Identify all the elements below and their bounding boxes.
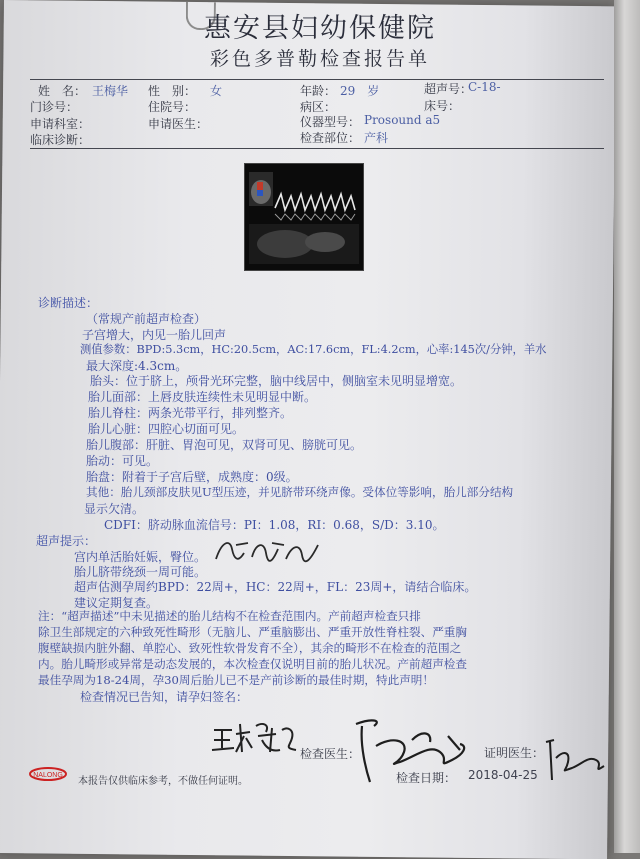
description-line: 胎儿脊柱：两条光带平行，排列整齐。 (88, 406, 293, 420)
notice-line: 最佳孕周为18-24周，孕30周后胎儿已不是产前诊断的最佳时期，特此声明！ (38, 673, 434, 687)
exam-part-label: 检查部位： (300, 131, 361, 145)
notice-line: 内。胎儿畸形或异常是动态发展的，本次检查仅说明目前的胎儿状况。产前超声检查 (38, 657, 467, 671)
patient-signature-strokes (210, 718, 300, 758)
logo-text: NALONG (33, 772, 63, 779)
description-line: 胎动：可见。 (86, 454, 159, 468)
description-line: 胎头：位于脐上，颅骨光环完整，脑中线居中，侧脑室未见明显增宽。 (90, 374, 463, 388)
description-line: （常规产前超声检查） (86, 312, 207, 326)
exam-part-value: 产科 (364, 131, 389, 145)
exam-date-value: 2018-04-25 (468, 768, 538, 782)
notice-line: 检查情况已告知，请孕妇签名： (80, 690, 249, 704)
description-line: 胎盘：附着于子宫后壁，成熟度：0级。 (86, 470, 298, 484)
notice-line: 注：“超声描述”中未见描述的胎儿结构不在检查范围内。产前超声检查只排 (38, 609, 421, 623)
ultrasound-doppler-graphic (245, 164, 363, 270)
device-value: Prosound a5 (364, 113, 441, 127)
exam-date-label: 检查日期： (396, 771, 457, 785)
us-number-label: 超声号： (424, 82, 473, 96)
handwritten-note (212, 535, 324, 569)
stacked-pages-edge (614, 0, 640, 853)
examiner-label: 检查医生： (300, 747, 361, 761)
inpatient-label: 住院号： (148, 100, 197, 114)
dept-label: 申请科室： (30, 117, 91, 131)
conclusion-line: 建议定期复查。 (74, 596, 159, 610)
patient-signature (210, 718, 300, 758)
description-line: CDFI：脐动脉血流信号：PI：1.08，RI：0.68，S/D：3.10。 (104, 518, 445, 532)
description-line: 子宫增大，内见一胎儿回声 (82, 328, 227, 342)
description-line: 测值参数：BPD:5.3cm，HC:20.5cm，AC:17.6cm，FL:4.2cm，心率:145次/分钟，羊水 (80, 343, 547, 356)
conclusion-line: 超声估测孕周约BPD：22周+，HC：22周+，FL：23周+，请结合临床。 (74, 580, 477, 594)
certifier-signature-strokes (540, 736, 610, 784)
conclusion-line: 宫内单活胎妊娠，臀位。 (74, 550, 207, 564)
device-label: 仪器型号： (300, 115, 361, 129)
info-rule (30, 148, 604, 149)
conclusion-line: 胎儿脐带绕颈一周可能。 (74, 565, 207, 579)
gender-label: 性 别： (148, 84, 197, 98)
hospital-name: 惠安县妇幼保健院 (204, 13, 436, 44)
nalong-logo-icon (28, 766, 68, 788)
company-logo (28, 766, 68, 788)
notice-line: 除卫生部规定的六种致死性畸形（无脑儿、严重脑膨出、严重开放性脊柱裂、严重胸 (38, 625, 467, 639)
report-title: 彩色多普勒检查报告单 (209, 48, 430, 70)
certifier-signature (540, 736, 610, 784)
footer-disclaimer: 本报告仅供临床参考，不做任何证明。 (78, 776, 248, 787)
ultrasound-image (244, 163, 364, 271)
certifier-label: 证明医生： (484, 746, 545, 760)
name-value: 王梅华 (92, 84, 129, 98)
handwriting-strokes (212, 535, 324, 569)
description-heading: 诊断描述： (38, 296, 99, 310)
description-line: 胎儿心脏：四腔心切面可见。 (88, 422, 245, 436)
ward-label: 病区： (300, 100, 337, 114)
description-line: 显示欠清。 (84, 502, 145, 516)
name-label: 姓 名： (38, 84, 87, 98)
description-line: 胎儿腹部：肝脏、胃泡可见，双肾可见、膀胱可见。 (86, 438, 363, 452)
notice-line: 腹壁缺损内脏外翻、单腔心、致死性软骨发育不全），其余的畸形不在检查的范围之 (38, 641, 462, 655)
bed-label: 床号： (424, 99, 461, 113)
age-label: 年龄： (300, 84, 337, 98)
age-value: 29 岁 (340, 84, 380, 98)
description-line: 最大深度:4.3cm。 (86, 359, 188, 373)
description-line: 胎儿面部：上唇皮肤连续性未见明显中断。 (88, 390, 317, 404)
outpatient-label: 门诊号： (30, 100, 79, 114)
conclusion-heading: 超声提示： (36, 534, 97, 548)
clinical-diagnosis-label: 临床诊断： (30, 133, 91, 147)
us-number-value: C-18- (468, 80, 501, 94)
gender-value: 女 (210, 84, 223, 98)
description-line: 其他：胎儿颈部皮肤见U型压迹，并见脐带环绕声像。受体位等影响，胎儿部分结构 (86, 485, 514, 499)
header-rule (30, 79, 604, 80)
requesting-doctor-label: 申请医生： (148, 117, 209, 131)
